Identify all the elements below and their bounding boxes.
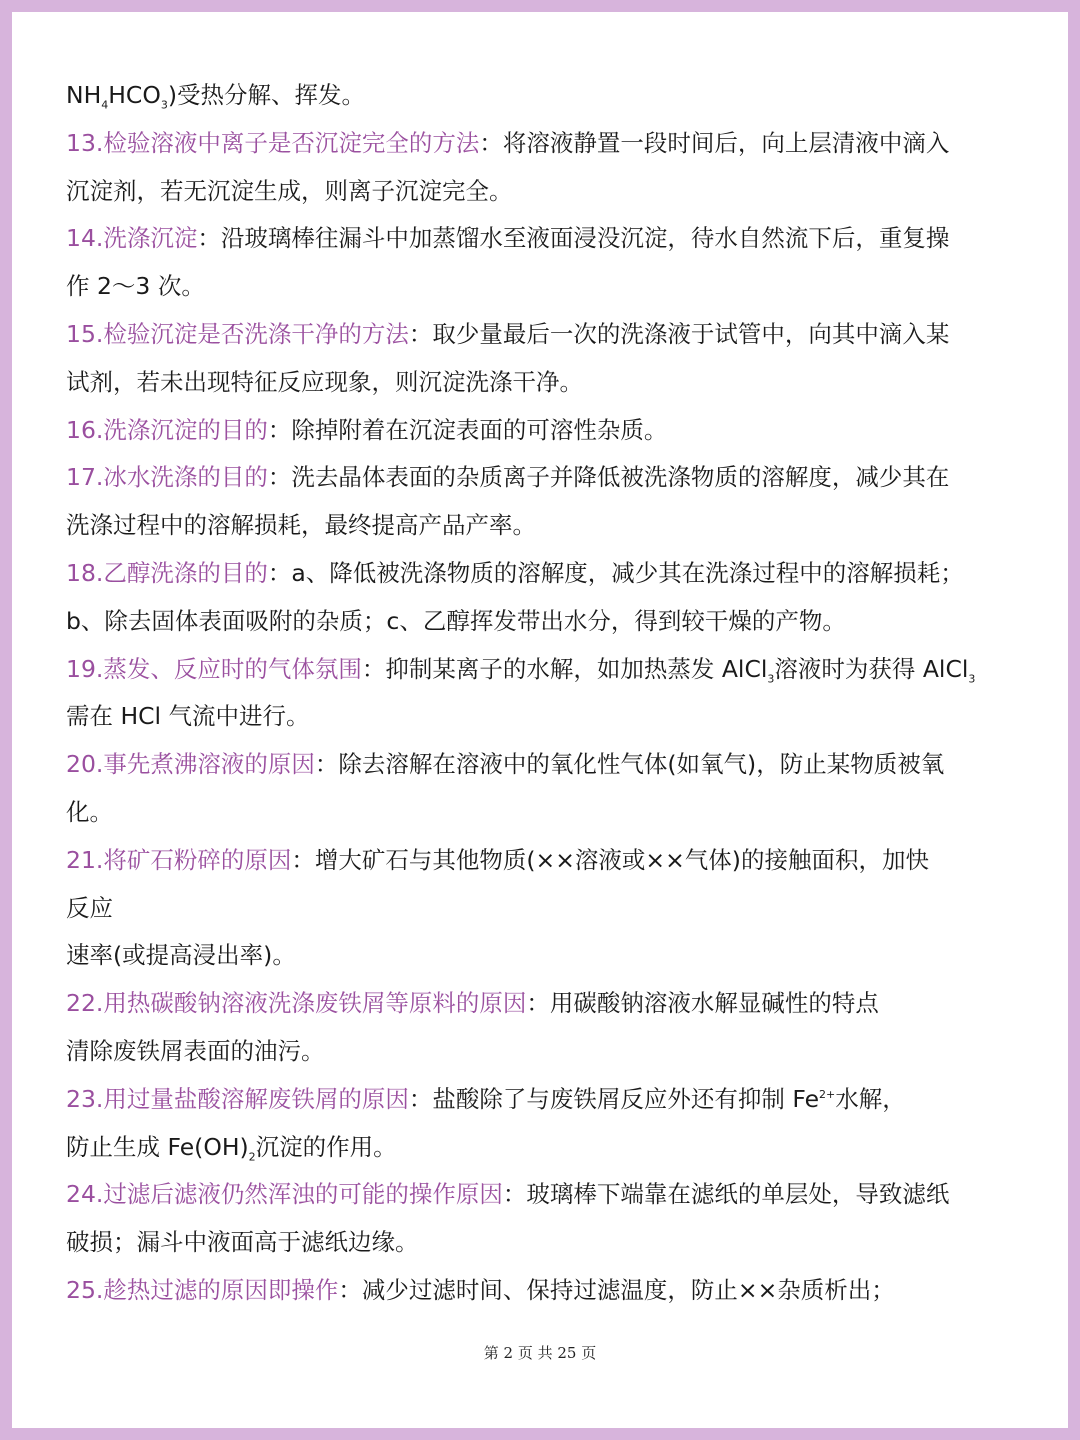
item-continuation: 清除废铁屑表面的油污。 [66, 1036, 325, 1065]
item-line [66, 1267, 1026, 1315]
subscript: 4 [101, 98, 109, 112]
text-run: 防止生成 Fe(OH) [66, 1132, 249, 1161]
item-text: ：除掉附着在沉淀表面的可溶性杂质。 [267, 415, 668, 444]
item-title: 趁热过滤的原因即操作 [103, 1275, 339, 1304]
item-text: ：取少量最后一次的洗涤液于试管中，向其中滴入某 [408, 319, 950, 348]
subscript: 3 [968, 672, 976, 686]
supscript: 2+ [819, 1087, 836, 1101]
text-run: HCO [108, 81, 161, 109]
item-line [66, 646, 1026, 694]
page-footer: 第 2 页 共 25 页 [483, 1344, 597, 1362]
item-number: 23. [66, 1084, 104, 1113]
item-text: ：沿玻璃棒往漏斗中加蒸馏水至液面浸没沉淀，待水自然流下后，重复操 [197, 224, 950, 253]
item-line [66, 1076, 1026, 1124]
text-run: NH [66, 81, 102, 109]
document-page [12, 12, 1068, 1428]
item-line [66, 407, 1026, 455]
item-title: 检验溶液中离子是否沉淀完全的方法 [103, 128, 480, 157]
item-number: 24. [66, 1180, 104, 1209]
item-title: 过滤后滤液仍然浑浊的可能的操作原因 [103, 1180, 503, 1209]
text-run: 沉淀的作用。 [255, 1132, 397, 1161]
item-title: 事先煮沸溶液的原因 [103, 750, 315, 779]
item-text: ：洗去晶体表面的杂质离子并降低被洗涤物质的溶解度，减少其在 [267, 463, 950, 492]
item-number: 16. [66, 415, 104, 444]
item-text: ：除去溶解在溶液中的氧化性气体(如氧气)，防止某物质被氧 [314, 750, 945, 779]
subscript: 3 [160, 98, 168, 112]
item-line [66, 837, 1026, 885]
item-number: 13. [66, 128, 104, 157]
item-line [66, 1171, 1026, 1219]
text-run: ：盐酸除了与废铁屑反应外还有抑制 Fe [408, 1084, 820, 1113]
item-continuation: 化。 [66, 797, 113, 826]
item-number: 14. [66, 224, 104, 253]
item-number: 17. [66, 463, 104, 492]
item-continuation [66, 1124, 1026, 1172]
item-continuation: 洗涤过程中的溶解损耗，最终提高产品产率。 [66, 511, 536, 540]
item-line [66, 550, 1026, 598]
item-title: 检验沉淀是否洗涤干净的方法 [103, 319, 409, 348]
item-continuation: 需在 HCl 气流中进行。 [66, 702, 310, 731]
item-line [66, 980, 1026, 1028]
item-text: ：用碳酸钠溶液水解显碱性的特点 [526, 989, 879, 1018]
item-title: 蒸发、反应时的气体氛围 [103, 654, 362, 683]
item-title: 将矿石粉碎的原因 [103, 845, 292, 874]
item-number: 15. [66, 319, 104, 348]
item-text: ：增大矿石与其他物质(××溶液或××气体)的接触面积，加快 [291, 845, 929, 874]
item-line [66, 741, 1026, 789]
item-continuation: 速率(或提高浸出率)。 [66, 941, 296, 970]
text-run: 溶液时为获得 AlCl [774, 654, 969, 683]
item-text: ：玻璃棒下端靠在滤纸的单层处，导致滤纸 [502, 1180, 950, 1209]
text-run: 水解， [835, 1084, 906, 1113]
item-number: 22. [66, 989, 104, 1018]
page-content [66, 72, 1026, 1315]
text-run: )受热分解、挥发。 [167, 81, 365, 109]
item-title: 洗涤沉淀 [103, 224, 198, 253]
text-run: ：抑制某离子的水解，如加热蒸发 AlCl [361, 654, 768, 683]
item-line [66, 311, 1026, 359]
item-continuation: 试剂，若未出现特征反应现象，则沉淀洗涤干净。 [66, 367, 583, 396]
item-title: 用热碳酸钠溶液洗涤废铁屑等原料的原因 [103, 989, 527, 1018]
item-continuation: b、除去固体表面吸附的杂质；c、乙醇挥发带出水分，得到较干燥的产物。 [66, 606, 846, 635]
item-text: ：a、降低被洗涤物质的溶解度，减少其在洗涤过程中的溶解损耗； [267, 558, 964, 587]
item-number: 21. [66, 845, 104, 874]
item-continuation: 沉淀剂，若无沉淀生成，则离子沉淀完全。 [66, 176, 513, 205]
item-number: 20. [66, 750, 104, 779]
item-continuation: 破损；漏斗中液面高于滤纸边缘。 [66, 1228, 419, 1257]
item-title: 用过量盐酸溶解废铁屑的原因 [103, 1084, 409, 1113]
item-line [66, 215, 1026, 263]
item-text: ：将溶液静置一段时间后，向上层清液中滴入 [479, 128, 950, 157]
item-title: 洗涤沉淀的目的 [103, 415, 268, 444]
item-line [66, 120, 1026, 168]
item-line [66, 454, 1026, 502]
item-number: 25. [66, 1275, 104, 1304]
item-continuation: 反应 [66, 893, 113, 922]
subscript: 3 [767, 672, 775, 686]
text-line [66, 72, 1026, 120]
item-number: 18. [66, 558, 104, 587]
item-text: ：减少过滤时间、保持过滤温度，防止××杂质析出； [338, 1275, 895, 1304]
item-title: 冰水洗涤的目的 [103, 463, 268, 492]
item-number: 19. [66, 654, 104, 683]
subscript: 2 [248, 1150, 256, 1164]
item-continuation: 作 2～3 次。 [66, 272, 205, 301]
item-title: 乙醇洗涤的目的 [103, 558, 268, 587]
